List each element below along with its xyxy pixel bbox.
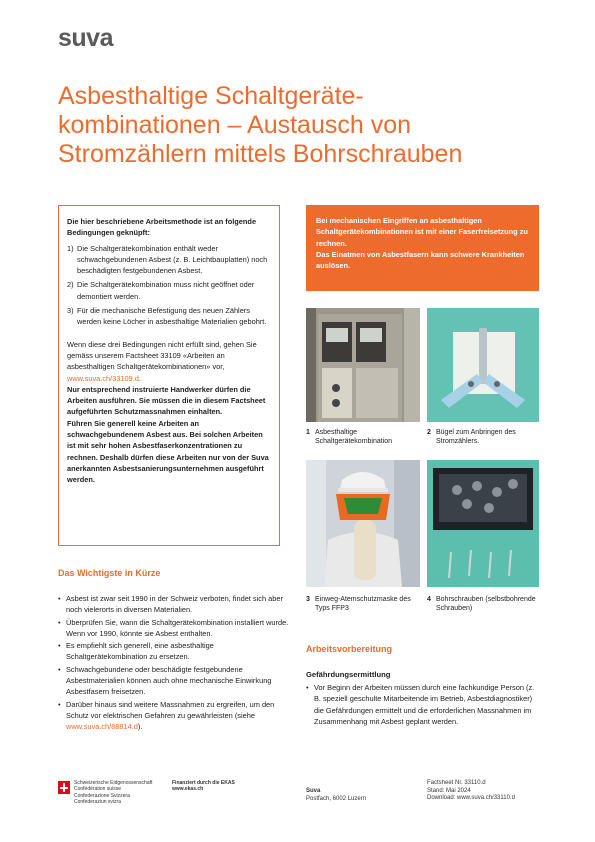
suva-logo: suva [58,24,113,52]
prep-heading: Arbeitsvorbereitung [306,644,393,654]
caption-2: 2 Bügel zum Anbringen des Stromzählers. [427,429,516,445]
summary-item: • Darüber hinaus sind weitere Massnahmen zu ergreifen, um den Schutz vor elektrischen Gefahren zu gewährleisten (siehe www.suva.ch/88814.d). [58,699,275,732]
conditions-intro: Die hier beschriebene Arbeitsmethode ist an folgende Bedingungen geknüpft: [67,217,257,238]
bracket-photo [427,308,539,422]
screws-illustration [427,460,539,587]
condition-item: 1) Die Schaltgerätekombination enthält weder schwachgebundenen Asbest (z. B. Leichtbauplatten) noch beschädigten festgebundenen Asbest. [67,243,268,276]
title-line-1: Asbesthaltige Schaltgeräte- [58,82,364,110]
factsheet-paragraph: Wenn diese drei Bedingungen nicht erfüllt sind, gehen Sie gemäss unserem Factsheet 33109 «Arbeiten an asbesthaltigen Schaltgerätekombinationen» vor, www.suva.ch/33109.d. [67,339,257,383]
mask-photo [306,460,420,587]
warning-line-2: Das Einatmen von Asbestfasern kann schwere Krankheiten auslösen. [316,249,525,271]
instruction-paragraph: Nur entsprechend instruierte Handwerker dürfen die Arbeiten ausführen. Sie müssen die in diesem Factsheet aufgeführten Schutzmassnahmen einhalten. [67,384,266,417]
confederation-text: Schweizerische Eidgenossenschaft Confédération suisse Confederazione Svizzera Confederaziun svizra [74,780,153,805]
prep-subheading: Gefährdungsermittlung [306,670,391,679]
title-line-3: Stromzählern mittels Bohrschrauben [58,140,463,168]
swiss-flag-icon [58,781,70,794]
conditions-box [58,205,280,546]
caption-4: 4 Bohrschrauben (selbstbohrende Schrauben) [427,596,536,612]
factsheet-meta: Factsheet Nr. 33110.d Stand: Mai 2024 Download: www.suva.ch/33110.d [427,780,515,801]
caption-1: 1 Asbesthaltige Schaltgerätekombination [306,429,393,445]
switchgear-illustration [306,308,420,422]
warning-box [306,205,539,291]
org-address: Suva Postfach, 6002 Luzern [306,788,367,802]
conditions-list [67,243,269,328]
title-line-2: kombinationen – Austausch von [58,111,412,139]
warning-line-1: Bei mechanischen Eingriffen an asbesthaltigen Schaltgerätekombinationen ist mit einer Faserfreisetzung zu rechnen. [316,216,528,248]
summary-item: • Es empfiehlt sich generell, eine asbesthaltige Schaltgerätekombination zu ersetzen. [58,641,214,662]
bracket-illustration [427,308,539,422]
warning-paragraph: Führen Sie generell keine Arbeiten an schwachgebundenem Asbest aus. Bei solchen Arbeiten ist mit sehr hohen Asbestfaserkonzentrationen zu rechnen. Deshalb dürfen diese Arbeiten nur von der Suva anerkannten Asbestsanierungsunternehmen ausgeführt werden. [67,418,269,485]
condition-item: 3) Für die mechanische Befestigung des neuen Zählers werden keine Löcher in asbesthaltige Materialien gebohrt. [67,306,267,327]
page-title [58,82,538,169]
condition-item: 2) Die Schaltgerätekombination muss nicht geöffnet oder demontiert werden. [67,280,255,301]
switchgear-photo [306,308,420,422]
summary-item: • Schwachgebundene oder beschädigte festgebundene Asbestmaterialien können auch ohne mechanische Einwirkung Asbestfasern freisetzen. [58,664,272,697]
summary-heading: Das Wichtigste in Kürze [58,568,161,578]
summary-list [58,593,290,734]
prep-list [306,682,538,727]
screws-photo [427,460,539,587]
caption-3: 3 Einweg-Atemschutzmaske des Typs FFP3 [306,596,411,612]
summary-item: • Überprüfen Sie, wann die Schaltgerätekombination installiert wurde. Wenn vor 1990, könnte sie Asbest enthalten. [58,617,289,638]
factsheet-33109-link[interactable]: www.suva.ch/33109.d [67,373,139,383]
suva-88814-link[interactable]: www.suva.ch/88814.d [66,722,138,732]
summary-item: • Asbest ist zwar seit 1990 in der Schweiz verboten, findet sich aber noch vielerorts in diversen Materialien. [58,594,283,615]
ekas-text: Finanziert durch die EKAS www.ekas.ch [172,780,235,793]
worker-illustration [306,460,420,587]
prep-item: • Vor Beginn der Arbeiten müssen durch eine fachkundige Person (z. B. speziell geschulte Mitarbeitende im Betrieb, Asbestdiagnostiker) die Gefährdungen ermittelt und die erforderlichen Massnahmen im Zusammenhang mit Asbest geplant werden. [306,683,535,726]
